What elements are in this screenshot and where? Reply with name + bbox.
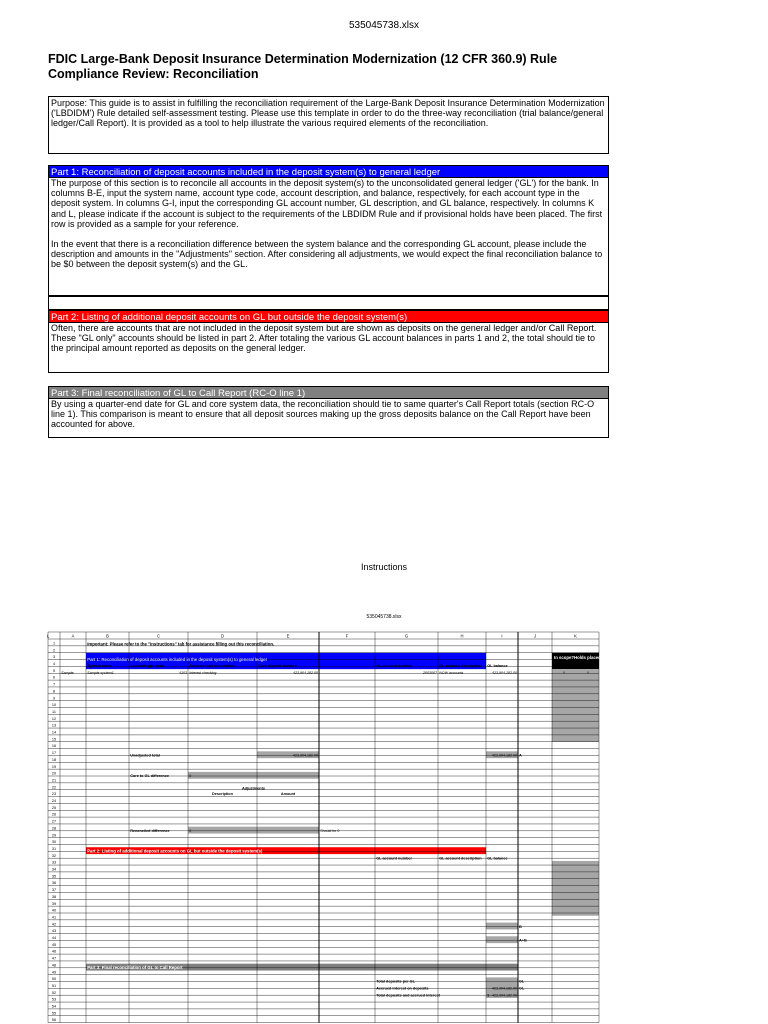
core-deposit-balance-header: Core deposit balance xyxy=(258,663,297,668)
part2-body: Often, there are accounts that are not included in the deposit system but are shown as deposits on the general ledger and/or Call Report. These "GL only" accounts should be listed in part 2. After totaling the various GL account balances in parts 1 and 2, the total should tie to the principal amount reported as deposits on the general ledger. xyxy=(48,322,609,373)
row-number: 8 xyxy=(52,689,56,694)
label-b: B xyxy=(519,924,522,929)
part2-gl-balance-header: GL balance xyxy=(487,856,508,861)
row-number: 11 xyxy=(52,709,56,714)
row-number: 17 xyxy=(51,751,57,756)
yn-label-l: (Y/N) xyxy=(583,663,592,668)
row-number: 14 xyxy=(51,730,57,735)
row-number: 49 xyxy=(51,970,57,975)
core-to-gl-value: 0 xyxy=(189,774,192,779)
total-value-prefix: $ xyxy=(487,993,490,998)
column-header-k: K xyxy=(574,633,577,639)
row-number: 40 xyxy=(51,908,57,913)
column-header-l: L xyxy=(46,633,50,639)
row-number: 10 xyxy=(51,703,57,708)
part3-header-text: Part 3: Final reconciliation of GL to Call Report xyxy=(87,965,183,971)
row-number: 21 xyxy=(51,778,57,783)
reconciled-cell xyxy=(188,827,319,834)
unadjusted-gl-value: 423,904,182.00 xyxy=(492,753,517,758)
part2-gl-account-number-header: GL account number xyxy=(376,856,412,861)
column-header-i: I xyxy=(501,633,503,639)
adjustments-amount-header: Amount xyxy=(280,792,296,797)
accrued-interest-label: Accrued interest on deposits xyxy=(376,986,429,991)
total-deposits-gl-label: Total deposits per GL xyxy=(376,979,415,984)
row-number: 48 xyxy=(51,963,57,968)
total-and-accrued-value: 423,904,182.00 xyxy=(492,993,517,998)
row-number: 9 xyxy=(52,696,56,701)
sample-holds: Y xyxy=(586,670,590,675)
row-number: 1 xyxy=(52,641,56,646)
row-number: 19 xyxy=(51,764,57,769)
part1-paragraph-1: The purpose of this section is to reconcile all accounts in the deposit system(s) to the unconsolidated general ledger ('GL') for the bank. In columns B-E, input the system name, account type code, account description, and balance, respectively, for each account type in the deposit system. In columns G-I, input the corresponding GL account number, GL description, and GL balance, respectively. In columns K and L, please indicate if the account is subject to the requirements of the LBDIDM Rule and if provisional holds have been placed. The first row is provided as a sample for your reference. xyxy=(51,178,603,229)
row-number: 32 xyxy=(51,853,57,858)
sample-description: Interest checking xyxy=(189,670,217,675)
in-scope-label: In scope? xyxy=(554,655,575,661)
row-number: 20 xyxy=(51,771,57,776)
total-ab-cell xyxy=(486,936,518,943)
row-number: 7 xyxy=(52,682,56,687)
unadjusted-total-label: Unadjusted total xyxy=(130,753,160,758)
title-line-1: FDIC Large-Bank Deposit Insurance Determination Modernization (12 CFR 360.9) Rule xyxy=(48,52,558,66)
row-number: 47 xyxy=(51,956,57,961)
row-number: 39 xyxy=(51,901,57,906)
row-number: 16 xyxy=(51,744,57,749)
row-number: 56 xyxy=(51,1018,57,1023)
gl-account-description-header: GL account description xyxy=(439,663,482,668)
row-number: 46 xyxy=(51,949,57,954)
row-number: 2 xyxy=(52,648,56,653)
part2-gl-account-description-header: GL account description xyxy=(439,856,482,861)
sheet-file-name: 535045738.xlsx xyxy=(366,614,402,620)
page-title xyxy=(48,52,648,82)
title-line-2: Compliance Review: Reconciliation xyxy=(48,67,259,81)
column-header-c: C xyxy=(156,633,161,639)
row-number: 13 xyxy=(51,723,57,728)
part2-header-text: Part 2: Listing of additional deposit accounts on GL but outside the deposit system(s) xyxy=(87,848,263,854)
purpose-box: Purpose: This guide is to assist in fulfilling the reconciliation requirement of the Large-Bank Deposit Insurance Determination Modernization ('LBDIDM') Rule detailed self-assessment testing. Please use this template in order to do the three-way reconciliation (trial balance/general ledger/Call Report). It is provided as a tool to help illustrate the various required elements of the reconciliation. xyxy=(48,96,609,154)
row-number: 24 xyxy=(51,799,57,803)
row-number: 45 xyxy=(51,942,57,947)
gl-balance-header: GL balance xyxy=(487,663,508,668)
label-a-plus-b: A+B xyxy=(519,938,527,943)
sample-code: 4103 xyxy=(179,670,187,675)
sample-gl-balance: 423,904,182.00 xyxy=(492,670,517,675)
core-to-gl-cell xyxy=(188,772,319,779)
row-number: 4 xyxy=(52,662,56,666)
account-type-description-header: Account type description xyxy=(189,663,235,668)
row-number: 18 xyxy=(51,757,57,762)
row-number: 33 xyxy=(51,860,57,865)
total-and-accrued-label: Total deposits and accrued interest xyxy=(376,993,440,998)
column-header-h: H xyxy=(460,633,464,639)
row-number: 23 xyxy=(51,792,57,797)
part1-header-text: Part 1: Reconciliation of deposit accounts included in the deposit system(s) to general ledger xyxy=(87,657,268,663)
column-header-j: J xyxy=(533,633,537,639)
part3-body: By using a quarter-end date for GL and core system data, the reconciliation should tie to same quarter's Call Report totals (section RC-O line 1). This comparison is meant to ensure that all deposit sources making up the gross deposits balance on the Call Report have been accounted for above. xyxy=(48,398,609,438)
core-to-gl-label: Core to GL difference xyxy=(130,774,169,779)
sample-system: Sample system1 xyxy=(87,670,114,675)
column-header-e: E xyxy=(286,633,290,639)
row-number: 35 xyxy=(51,874,57,879)
row-number: 26 xyxy=(51,812,57,817)
row-number: 6 xyxy=(52,675,56,680)
row-number: 12 xyxy=(51,716,57,721)
should-be-zero-note: Should be 0 xyxy=(320,829,340,834)
sample-gl-number: 2003007 xyxy=(423,670,437,675)
row-number: 55 xyxy=(51,1011,57,1016)
part2-scope-cells xyxy=(552,861,599,916)
sample-label: Sample: xyxy=(61,670,75,675)
gl-account-number-header: GL account number xyxy=(376,663,412,668)
system-name-header: System name xyxy=(87,663,112,668)
row-number: 36 xyxy=(51,881,57,886)
column-header-a: A xyxy=(71,633,75,639)
row-number: 31 xyxy=(51,846,57,851)
row-number: 52 xyxy=(51,990,57,995)
part2-header: Part 2: Listing of additional deposit accounts on GL but outside the deposit system(s) xyxy=(48,310,609,323)
file-name: 535045738.xlsx xyxy=(348,20,420,31)
label-gl-2: GL xyxy=(519,986,525,991)
part1-paragraph-2: In the event that there is a reconciliation difference between the system balance and the corresponding GL account, please include the description and amounts in the "Adjustments" section. After considering all adjustments, we would expect the final reconciliation balance to be $0 between the deposit system(s) and the GL. xyxy=(51,239,603,270)
yn-label-k: (Y/N) xyxy=(559,663,569,668)
part1-body xyxy=(48,177,609,296)
row-number: 41 xyxy=(51,915,57,920)
account-type-code-header: Account type code xyxy=(130,663,165,668)
row-number: 50 xyxy=(51,977,57,982)
sample-gl-description: NOW accounts xyxy=(439,670,464,675)
label-gl-1: GL xyxy=(519,979,525,984)
spreadsheet-grid xyxy=(46,632,604,1024)
row-number: 38 xyxy=(51,894,57,899)
row-number: 29 xyxy=(51,833,57,838)
part1-header: Part 1: Reconciliation of deposit accounts included in the deposit system(s) to general ledger xyxy=(48,165,609,178)
column-header-g: G xyxy=(404,633,409,639)
row-number: 51 xyxy=(51,983,57,988)
spreadsheet-preview xyxy=(46,632,604,1024)
column-header-f: F xyxy=(345,633,349,639)
sample-balance: 423,904,182.00 xyxy=(293,670,318,675)
row-number: 53 xyxy=(51,997,57,1002)
column-header-b: B xyxy=(106,633,109,639)
spacer-row xyxy=(48,296,609,310)
row-number: 15 xyxy=(51,737,57,742)
important-note: Important: Please refer to the "Instructions" tab for assistance filling out this reconciliation. xyxy=(87,641,275,647)
row-number: 27 xyxy=(51,819,57,824)
adjustments-label: Adjustments xyxy=(242,786,265,791)
row-number: 54 xyxy=(51,1004,57,1009)
holds-placed-label: Holds placed? xyxy=(574,655,604,661)
accrued-interest-value: 423,904,182.00 xyxy=(492,986,517,991)
row-number: 30 xyxy=(51,840,57,845)
row-number: 37 xyxy=(51,888,57,893)
part3-header: Part 3: Final reconciliation of GL to Call Report (RC-O line 1) xyxy=(48,386,609,399)
row-number: 28 xyxy=(51,826,57,831)
sample-in-scope: Y xyxy=(562,670,566,675)
label-a: A xyxy=(519,753,522,758)
row-number: 3 xyxy=(52,655,56,660)
column-header-d: D xyxy=(220,633,225,639)
adjustments-description-header: Description xyxy=(212,792,233,797)
reconciled-label: Reconciled difference xyxy=(130,829,170,834)
row-number: 22 xyxy=(51,785,57,790)
row-number: 34 xyxy=(51,867,57,872)
unadjusted-core-value: 423,904,182.00 xyxy=(293,753,318,758)
row-number: 25 xyxy=(51,805,57,810)
row-number: 5 xyxy=(52,668,56,673)
instructions-label: Instructions xyxy=(360,562,408,572)
total-b-cell xyxy=(486,923,518,930)
row-number: 43 xyxy=(51,929,57,934)
row-number: 44 xyxy=(51,936,57,940)
row-number: 42 xyxy=(51,922,57,927)
reconciled-value: 0 xyxy=(189,829,192,834)
